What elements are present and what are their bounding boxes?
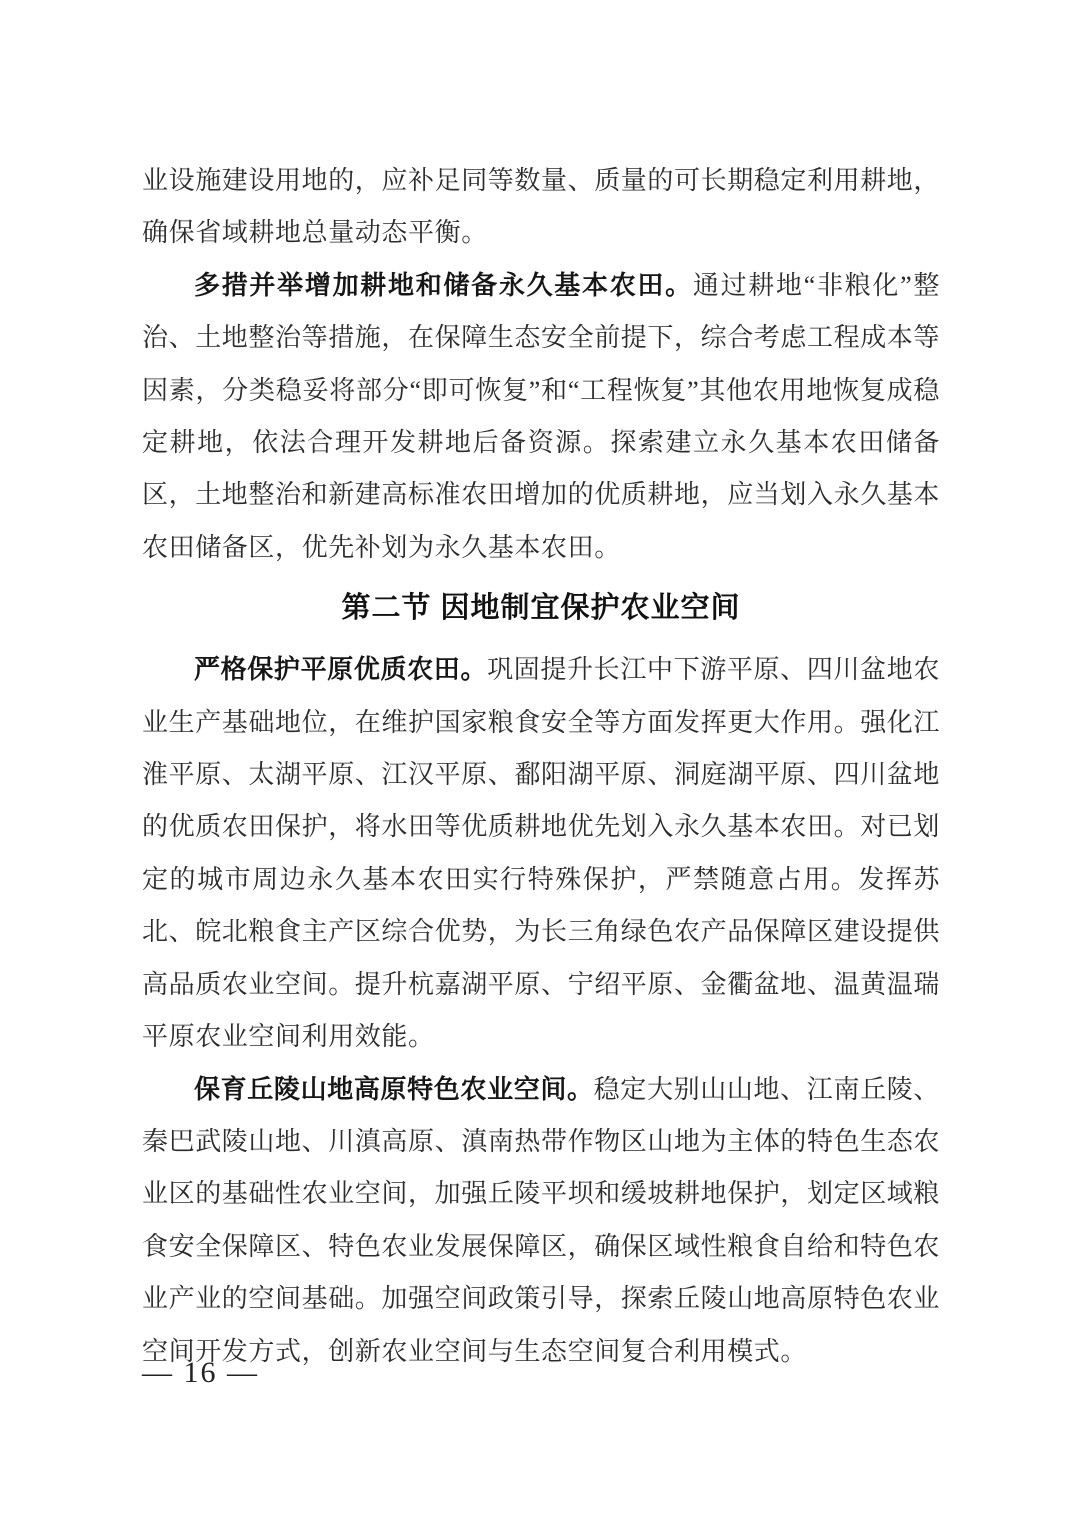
paragraph-reserve-farmland (142, 260, 940, 574)
paragraph-text: 稳定大别山山地、江南丘陵、秦巴武陵山地、川滇高原、滇南热带作物区山地为主体的特色生态农业区的基础性农业空间，加强丘陵平坝和缓坡耕地保护，划定区域粮食安全保障区、特色农业发展保障区，确保区域性粮食自给和特色农业产业的空间基础。加强空间政策引导，探索丘陵山地高原特色农业空间开发方式，创新农业空间与生态空间复合利用模式。 (142, 1074, 941, 1366)
paragraph-plain-farmland (142, 644, 940, 1063)
section-heading: 第二节 因地制宜保护农业空间 (341, 592, 741, 625)
paragraph-text: 通过耕地“非粮化”整治、土地整治等措施，在保障生态安全前提下，综合考虑工程成本等因素，分类稳妥将部分“即可恢复”和“工程恢复”其他农用地恢复成稳定耕地，依法合理开发耕地后备资源。探索建立永久基本农田储备区，土地整治和新建高标准农田增加的优质耕地，应当划入永久基本农田储备区，优先补划为永久基本农田。 (142, 270, 941, 562)
paragraph-lead-sentence: 严格保护平原优质农田。 (194, 655, 488, 685)
paragraph-text: 业设施建设用地的，应补足同等数量、质量的可长期稳定利用耕地，确保省域耕地总量动态平衡。 (142, 166, 941, 248)
paragraph-lead-sentence: 保育丘陵山地高原特色农业空间。 (194, 1074, 594, 1104)
paragraph-lead-sentence: 多措并举增加耕地和储备永久基本农田。 (194, 270, 693, 300)
paragraph-text: 巩固提升长江中下游平原、四川盆地农业生产基础地位，在维护国家粮食安全等方面发挥更大作用。强化江淮平原、太湖平原、江汉平原、鄱阳湖平原、洞庭湖平原、四川盆地的优质农田保护，将水田等优质耕地优先划入永久基本农田。对已划定的城市周边永久基本农田实行特殊保护，严禁随意占用。发挥苏北、皖北粮食主产区综合优势，为长三角绿色农产品保障区建设提供高品质农业空间。提升杭嘉湖平原、宁绍平原、金衢盆地、温黄温瑞平原农业空间利用效能。 (142, 655, 941, 1052)
page-content (142, 155, 940, 1378)
page-number: — 16 — (142, 1356, 259, 1389)
paragraph-hill-agriculture (142, 1064, 940, 1378)
paragraph-continuation (142, 155, 940, 260)
